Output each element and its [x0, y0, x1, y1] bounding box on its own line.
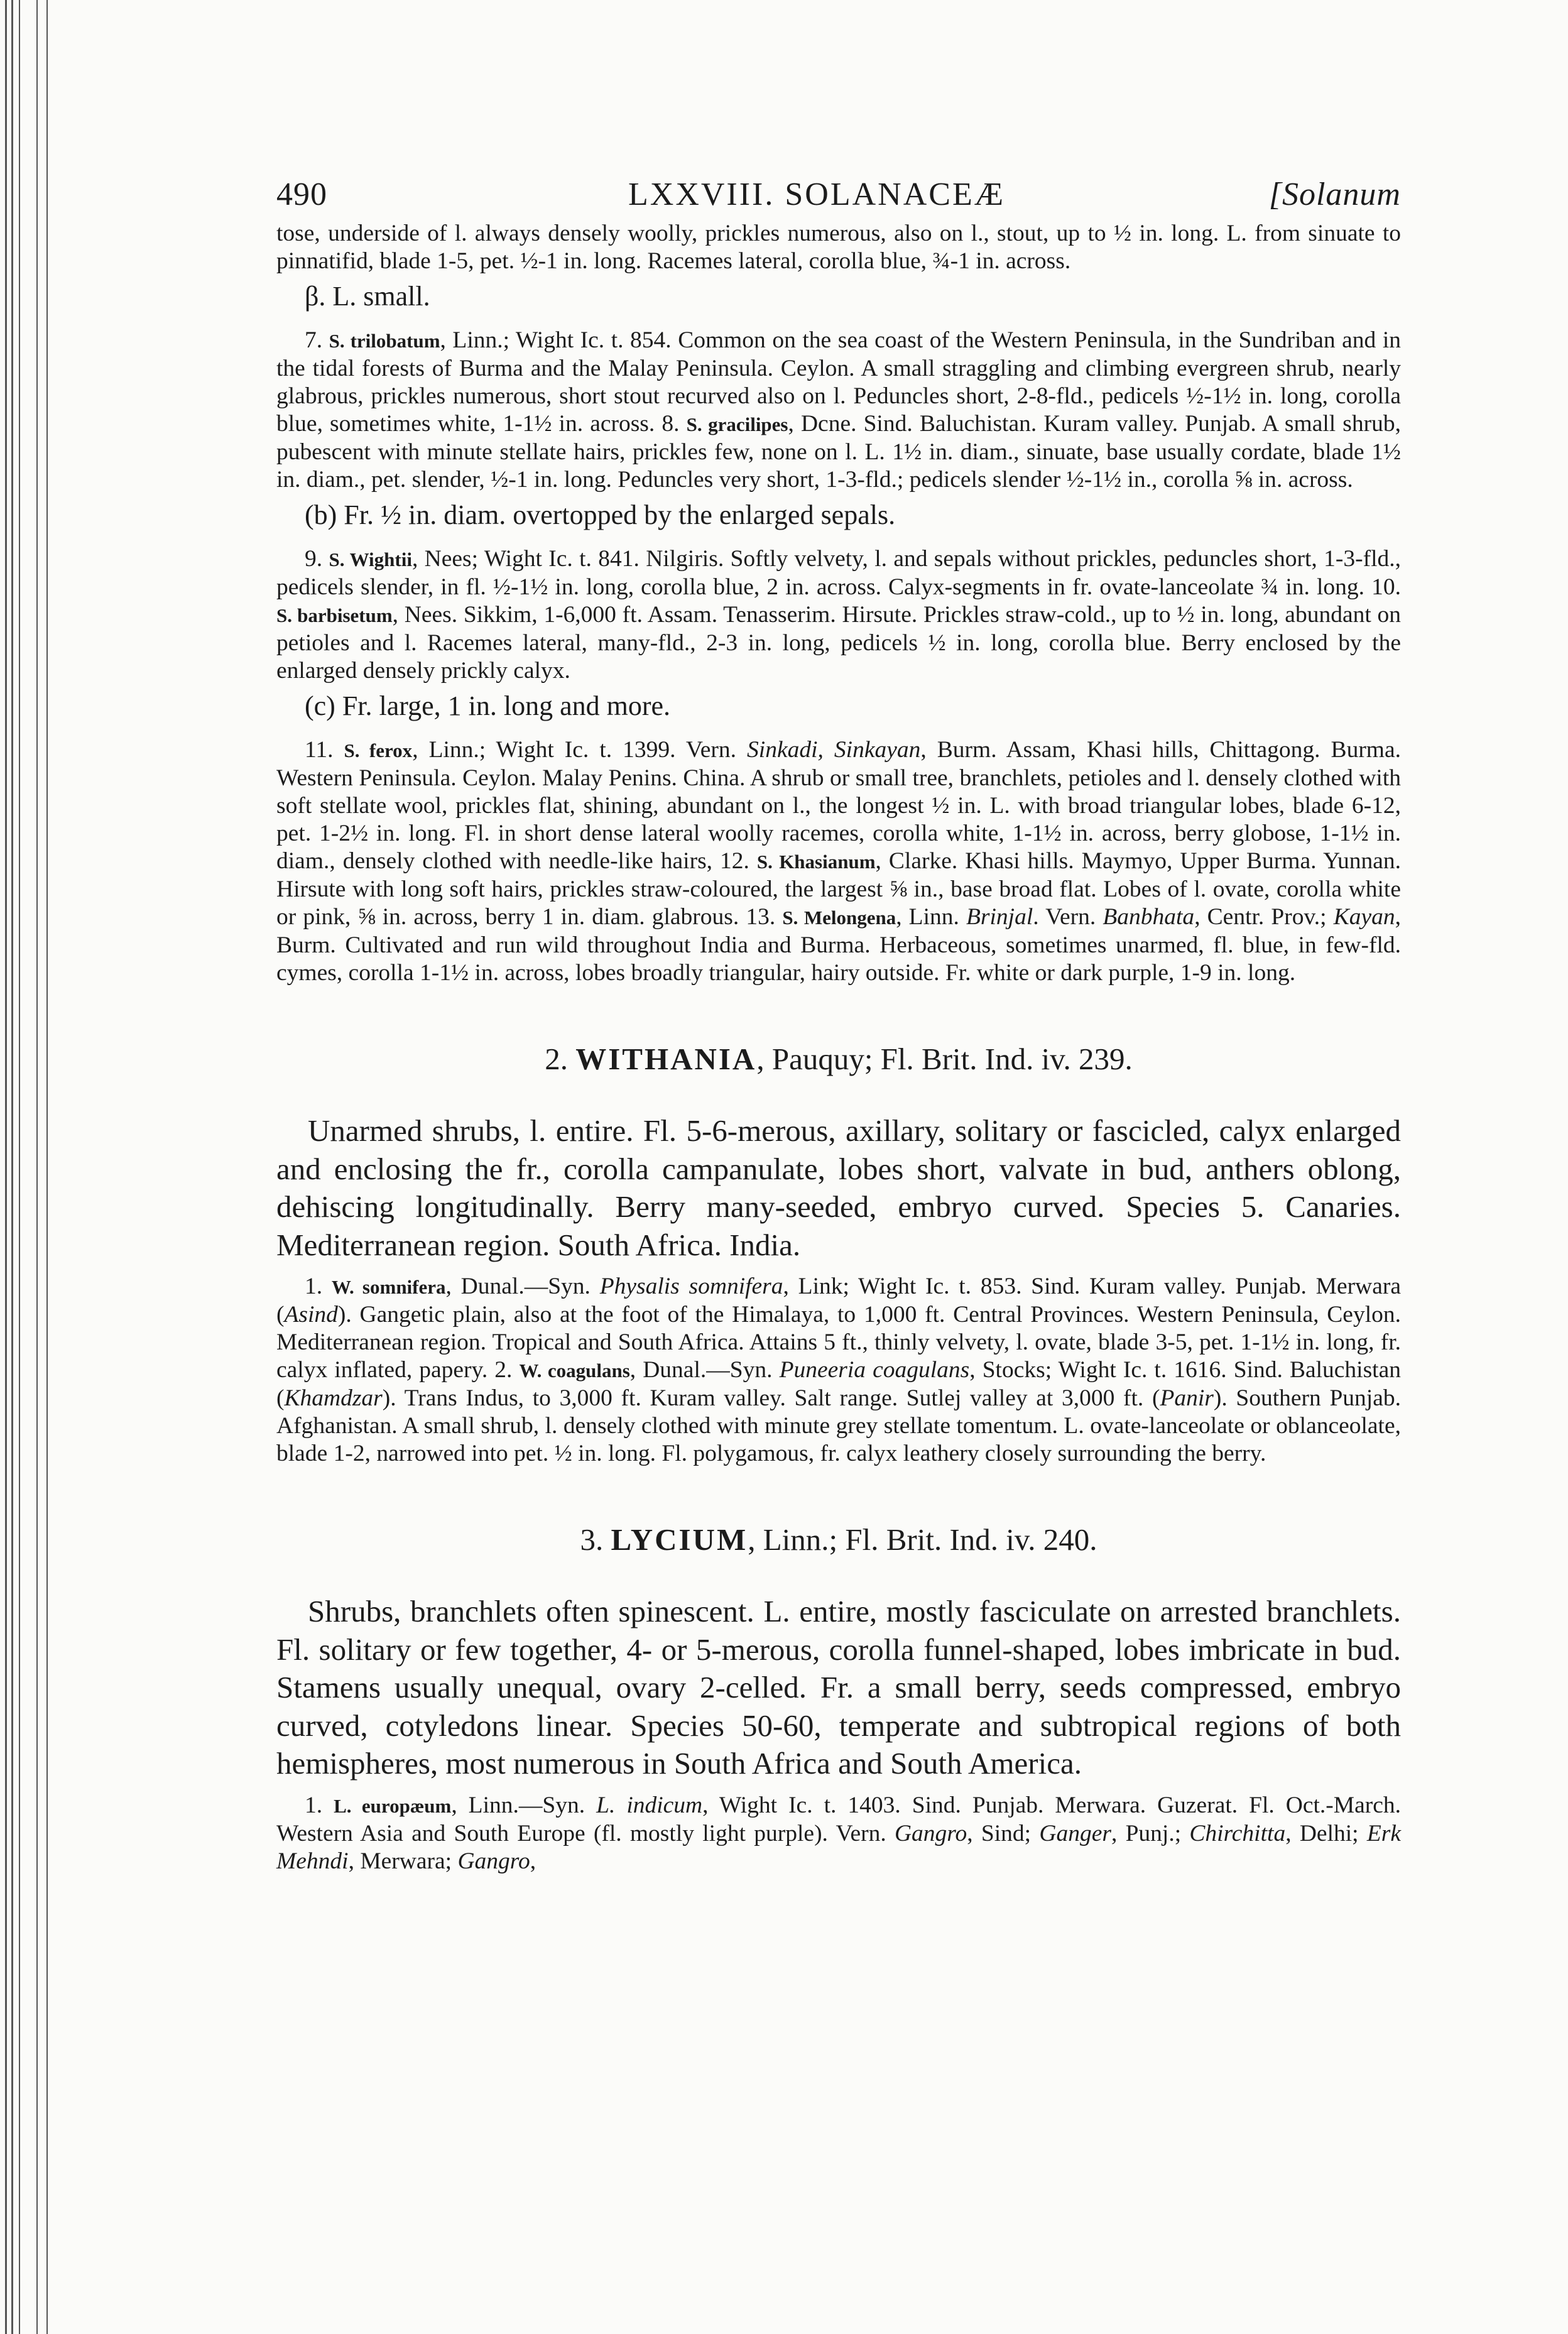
withania-species-paragraph: 1. W. somnifera, Dunal.—Syn. Physalis somnifera, Link; Wight Ic. t. 853. Sind. Kuram valley. Punjab. Merwara (Asind). Gangetic plain, also at the foot of the Himalaya, to 1,000 ft. Central Provinces. Western Peninsula, Ceylon. Mediterranean region. Tropical and South Africa. Attains 5 ft., thinly velvety, l. ovate, blade 3-5, pet. 1-1½ in. long, fr. calyx inflated, papery. 2. W. coagulans, Dunal.—Syn. Puneeria coagulans, Stocks; Wight Ic. t. 1616. Sind. Baluchistan (Khamdzar). Trans Indus, to 3,000 ft. Kuram valley. Salt range. Sutlej valley at 3,000 ft. (Panir). Southern Punjab. Afghanistan. A small shrub, l. densely clothed with minute grey stellate tomentum. L. ovate-lanceolate or oblanceolate, blade 1-2, narrowed into pet. ½ in. long. Fl. polygamous, fr. calyx leathery closely surrounding the berry. — [276, 1273, 1401, 1466]
species-name: S. Wightii — [329, 548, 412, 570]
book-page — [276, 157, 1401, 1875]
species-name: W. somnifera — [331, 1276, 446, 1298]
withania-description: Unarmed shrubs, l. entire. Fl. 5-6-merous, axillary, solitary or fascicled, calyx enlarged and enclosing the fr., corolla campanulate, lobes short, valvate in bud, anthers oblong, dehiscing longitudinally. Berry many-seeded, embryo curved. Species 5. Canaries. Mediterranean region. South Africa. India. — [276, 1113, 1401, 1262]
genus-header: [Solanum — [1268, 177, 1401, 212]
genus-heading-lycium: 3. LYCIUM, Linn.; Fl. Brit. Ind. iv. 240. — [580, 1522, 1097, 1557]
running-header — [276, 157, 1401, 220]
lycium-description: Shrubs, branchlets often spinescent. L. entire, mostly fasciculate on arrested branchlets. Fl. solitary or few together, 4- or 5-merous, corolla funnel-shaped, lobes imbricate in bud. Stamens usually unequal, ovary 2-celled. Fr. a small berry, seeds compressed, embryo curved, cotyledons linear. Species 50-60, temperate and subtropical regions of both hemispheres, most numerous in South Africa and South America. — [276, 1594, 1401, 1780]
species-name: L. europæum — [334, 1794, 452, 1817]
subgroup-beta-heading: β. L. small. — [305, 281, 430, 312]
species-9-10-paragraph: 9. S. Wightii, Nees; Wight Ic. t. 841. Nilgiris. Softly velvety, l. and sepals without prickles, peduncles short, 1-3-fld., pedicels slender, in fl. ½-1½ in. long, corolla blue, 2 in. across. Calyx-segments in fr. ovate-lanceolate ¾ in. long. 10. S. barbisetum, Nees. Sikkim, 1-6,000 ft. Assam. Tenasserim. Hirsute. Prickles straw-cold., up to ½ in. long, abundant on petioles and l. Racemes lateral, many-fld., 2-3 in. long, pedicels ½ in. long, corolla blue. Berry enclosed by the enlarged densely prickly calyx. — [276, 546, 1402, 684]
species-11-13-paragraph: 11. S. ferox, Linn.; Wight Ic. t. 1399. Vern. Sinkadi, Sinkayan, Burm. Assam, Khasi hills, Chittagong. Burma. Western Peninsula. Ceylon. Malay Penins. China. A shrub or small tree, branchlets, petioles and l. densely clothed with soft stellate wool, prickles flat, shining, abundant on l., the longest ½ in. L. with broad triangular lobes, blade 6-12, pet. 1-2½ in. long. Fl. in short dense lateral woolly racemes, corolla white, 1-1½ in. across, berry globose, 1-1½ in. diam., densely clothed with needle-like hairs, 12. S. Khasianum, Clarke. Khasi hills. Maymyo, Upper Burma. Yunnan. Hirsute with long soft hairs, prickles straw-coloured, the largest ⅝ in., base broad flat. Lobes of l. ovate, corolla white or pink, ⅝ in. across, berry 1 in. diam. glabrous. 13. S. Melongena, Linn. Brinjal. Vern. Banbhata, Centr. Prov.; Kayan, Burm. Cultivated and run wild throughout India and Burma. Herbaceous, sometimes unarmed, fl. blue, in few-fld. cymes, corolla 1-1½ in. across, lobes broadly triangular, hairy outside. Fr. white or dark purple, 1-9 in. long. — [276, 737, 1402, 986]
species-name: S. barbisetum — [276, 604, 393, 626]
species-name: S. Khasianum — [756, 851, 876, 873]
species-name: S. Melongena — [782, 907, 896, 929]
subgroup-c-heading: (c) Fr. large, 1 in. long and more. — [305, 690, 671, 721]
species-7-8-paragraph: 7. S. trilobatum, Linn.; Wight Ic. t. 854. Common on the sea coast of the Western Peninsula, in the Sundriban and in the tidal forests of Burma and the Malay Peninsula. Ceylon. A small straggling and climbing evergreen shrub, nearly glabrous, prickles numerous, short stout recurved also on l. Peduncles short, 2-8-fld., pedicels ½-1½ in. long, corolla blue, sometimes white, 1-1½ in. across. 8. S. gracilipes, Dcne. Sind. Baluchistan. Kuram valley. Punjab. A small shrub, pubescent with minute stellate hairs, prickles few, none on l. L. 1½ in. diam., sinuate, base usually cordate, blade 1½ in. diam., pet. slender, ½-1 in. long. Peduncles very short, 1-3-fld.; pedicels slender ½-1½ in., corolla ⅝ in. across. — [276, 327, 1401, 493]
book-binding-edge — [0, 0, 57, 2334]
species-name: S. trilobatum — [329, 330, 440, 352]
subgroup-b-heading: (b) Fr. ½ in. diam. overtopped by the enlarged sepals. — [305, 499, 896, 530]
genus-heading-withania: 2. WITHANIA, Pauquy; Fl. Brit. Ind. iv. 239. — [545, 1042, 1133, 1076]
species-name: W. coagulans — [519, 1360, 630, 1382]
species-name: S. gracilipes — [686, 413, 788, 435]
lycium-species-paragraph: 1. L. europæum, Linn.—Syn. L. indicum, Wight Ic. t. 1403. Sind. Punjab. Merwara. Guzerat. Fl. Oct.-March. Western Asia and South Europe (fl. mostly light purple). Vern. Gangro, Sind; Ganger, Punj.; Chirchitta, Delhi; Erk Mehndi, Merwara; Gangro, — [276, 1792, 1402, 1874]
chapter-title: LXXVIII. SOLANACEÆ — [628, 177, 1005, 212]
species-name: S. ferox — [344, 739, 413, 761]
page-number: 490 — [276, 177, 327, 212]
intro-paragraph: tose, underside of l. always densely woolly, prickles numerous, also on l., stout, up to ½ in. long. L. from sinuate to pinnatifid, blade 1-5, pet. ½-1 in. long. Racemes lateral, corolla blue, ¾-1 in. across. — [276, 221, 1401, 274]
